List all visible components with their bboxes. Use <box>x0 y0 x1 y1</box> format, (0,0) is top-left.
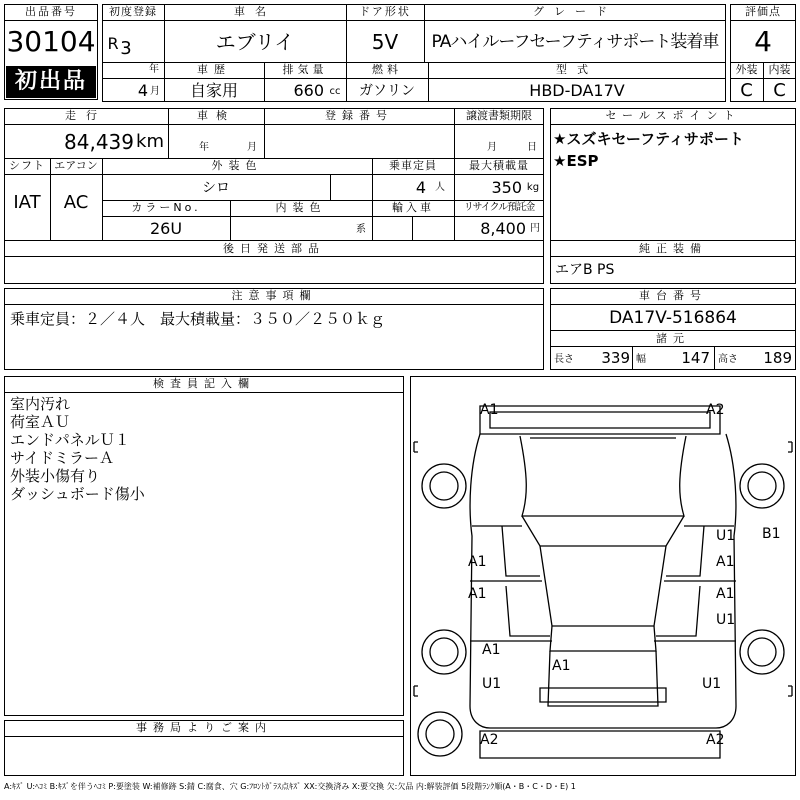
car-name-label: 車名 <box>234 5 276 18</box>
exterior-grade-label: 外装 <box>735 63 758 76</box>
inspection-year-unit: 年 <box>199 142 209 153</box>
fuel-label: 燃料 <box>372 63 402 76</box>
sales-points-label: セールスポイント <box>605 109 741 122</box>
capacity-label: 乗車定員 <box>389 159 437 172</box>
mark-right-front-1: U1 <box>716 528 736 544</box>
month-unit: 月 <box>150 86 160 97</box>
mark-rear-right: A2 <box>706 732 725 748</box>
exterior-color-label: 外装色 <box>211 159 263 172</box>
import-label: 輸入車 <box>392 201 434 214</box>
exterior-grade: C <box>740 80 753 101</box>
recycle-label: リサイクル預託金 <box>463 202 535 213</box>
door-type: 5V <box>371 30 399 54</box>
era: R <box>107 34 119 53</box>
inspection-label: 車検 <box>197 109 235 122</box>
mark-left-mid: A1 <box>468 586 487 602</box>
width-label: 幅 <box>636 354 646 365</box>
mark-right-front-2: A1 <box>716 554 735 570</box>
later-parts-label: 後日発送部品 <box>223 242 325 255</box>
genuine-label: 純正装備 <box>639 242 707 255</box>
model: HBD-DA17V <box>529 81 625 100</box>
sales-point-2: ★ESP <box>553 152 599 170</box>
displacement-unit: cc <box>329 86 341 97</box>
damage-diagram <box>410 376 796 776</box>
recycle: 8,400 <box>480 219 526 238</box>
legend-text: A:ｷｽﾞ U:ﾍｺﾐ B:ｷｽﾞを伴うﾍｺﾐ P:要塗装 W:補修跡 S:錆 C:腐食、穴 G:ﾌﾛﾝﾄｶﾞﾗｽ点ｷｽﾞ XX:交換済み X:要交換 欠:欠品 内:解装評価 5段階ﾗﾝｸ順(A・B・C・D・E) 1 <box>4 782 576 791</box>
displacement: 660 <box>293 81 324 100</box>
max-load: 350 <box>491 178 522 197</box>
transfer-month-unit: 月 <box>487 142 497 153</box>
chassis-label: 車台番号 <box>639 289 707 302</box>
inspector-note-5: 外装小傷有り <box>10 467 101 485</box>
first-reg-label: 初度登録 <box>109 5 157 18</box>
reg-month: 4 <box>137 81 148 100</box>
mark-right-side: B1 <box>762 526 781 542</box>
mileage-label: 走行 <box>65 109 107 122</box>
mark-right-mid-2: A1 <box>716 586 735 602</box>
caution-label: 注意事項欄 <box>231 289 317 302</box>
score-label: 評価点 <box>745 5 781 18</box>
door-label: ドア形状 <box>359 5 411 18</box>
mark-tailgate: A1 <box>552 658 571 674</box>
interior-grade-label: 内装 <box>768 63 791 76</box>
width-value: 147 <box>681 349 710 367</box>
ac: AC <box>63 192 89 213</box>
color-no: 26U <box>149 219 183 238</box>
lot-number: 30104 <box>6 25 96 58</box>
height-value: 189 <box>763 349 792 367</box>
ac-label: エアコン <box>54 159 98 172</box>
color-no-label: カラーNo. <box>131 201 201 214</box>
interior-color-unit: 系 <box>356 224 366 235</box>
score: 4 <box>754 25 772 58</box>
inspector-note-4: サイドミラーＡ <box>10 449 114 467</box>
mark-right-mid-1: U1 <box>716 612 736 628</box>
recycle-unit: 円 <box>530 223 540 234</box>
history-label: 車歴 <box>197 63 231 76</box>
genuine-equipment: エアB PS <box>555 262 615 278</box>
transfer-label: 譲渡書類期限 <box>466 109 532 122</box>
mark-front-right: A2 <box>706 402 725 418</box>
max-load-label: 最大積載量 <box>469 159 529 172</box>
max-load-unit: kg <box>526 182 540 193</box>
mark-left-rear-2: U1 <box>482 676 502 692</box>
history: 自家用 <box>189 81 238 100</box>
height-label: 高さ <box>718 354 738 365</box>
interior-color-label: 内装色 <box>275 201 327 214</box>
inspection-month-unit: 月 <box>247 142 257 153</box>
mark-right-rear: U1 <box>702 676 722 692</box>
office-label: 事務局よりご案内 <box>136 721 272 734</box>
inspector-note-3: エンドパネルＵ１ <box>10 431 130 449</box>
plate-label: 登録番号 <box>325 109 393 122</box>
mark-left-front-1: A1 <box>468 554 487 570</box>
length-label: 長さ <box>554 354 574 365</box>
mark-left-rear-1: A1 <box>482 642 501 658</box>
fuel: ガソリン <box>359 83 415 99</box>
capacity: 4 <box>415 178 426 197</box>
capacity-unit: 人 <box>435 182 445 193</box>
inspector-note-1: 室内汚れ <box>10 395 71 413</box>
year-unit: 年 <box>149 64 159 75</box>
reg-year: 3 <box>120 38 132 59</box>
shift: IAT <box>13 192 41 213</box>
grade-label: グレード <box>533 5 617 18</box>
model-label: 型式 <box>556 63 598 76</box>
exterior-color: シロ <box>202 180 230 196</box>
interior-grade: C <box>773 80 786 101</box>
length-value: 339 <box>601 349 630 367</box>
car-name: エブリイ <box>215 30 295 54</box>
displacement-label: 排気量 <box>282 63 328 76</box>
mileage: 84,439 <box>64 130 134 154</box>
chassis-number: DA17V-516864 <box>609 308 737 328</box>
sales-point-1: ★スズキセーフティサポート <box>553 130 744 148</box>
grade: PAハイルーフセーフティサポート装着車 <box>431 32 719 52</box>
transfer-day-unit: 日 <box>527 142 537 153</box>
caution-text: 乗車定員：２／４人 最大積載量：３５０／２５０ｋｇ <box>10 310 386 328</box>
shift-label: シフト <box>9 159 45 172</box>
mark-rear-left: A2 <box>480 732 499 748</box>
lot-number-label: 出品番号 <box>25 5 77 18</box>
mileage-unit: km <box>136 131 164 152</box>
first-listing-badge: 初出品 <box>6 66 96 98</box>
inspector-label: 検査員記入欄 <box>153 377 255 390</box>
dimensions-label: 諸元 <box>656 332 690 345</box>
inspector-note-2: 荷室ＡＵ <box>10 413 71 431</box>
inspector-note-6: ダッシュボード傷小 <box>10 485 145 503</box>
mark-front-left: A1 <box>480 402 499 418</box>
